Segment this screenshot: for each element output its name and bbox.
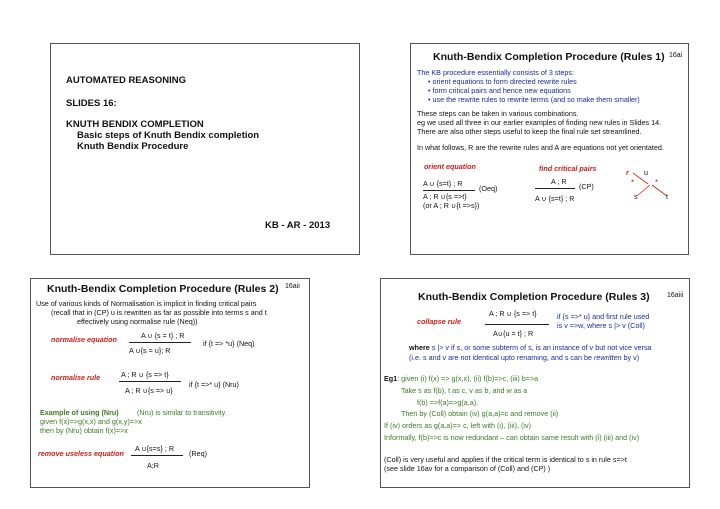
topic-title: KNUTH BENDIX COMPLETION [66,119,204,130]
rule-condition: if {t => *u} (Neq) [203,339,255,348]
rule-label-remove-useless: remove useless equation [38,449,124,458]
where-text: (i.e. s and v are not identical upto renaming, and s can be [409,353,594,362]
rule-name: (Oeq) [479,184,498,193]
example-line: If (iv) orders as g(a,a)=> c, left with (i), (iii), (iv) [384,421,531,430]
paragraph: eg we used all three in our earlier examples of finding new rules in Slides 14. [417,118,662,127]
rule-line [129,342,191,343]
paragraph: (recall that in (CP) u is rewritten as far as possible into terms s and t [51,308,267,317]
rule-premise: A ; R [551,177,567,186]
slides-number: SLIDES 16: [66,98,117,109]
where-line-2 [409,353,639,362]
rule-line [423,190,475,191]
rule-condition: if {s =>* u} and first rule used [557,312,650,321]
paragraph: In what follows, R are the rewrite rules and A are equations not yet orientated. [417,143,664,152]
rule-premise: A ; R ∪ {s => t} [489,309,537,318]
rule-name: (Req) [189,449,207,458]
rule-conclusion: A ∪ {s=t} ; R [535,194,575,203]
where-italic: rewritten [594,353,622,362]
rule-premise: A ∪{s=s} ; R [135,444,175,453]
example-line: Informally, f(b)=>c is now redundant – can obtain same result with (i) (iii) and (iv) [384,433,640,442]
slide-rules-3 [380,278,690,488]
footer-label: KB - AR - 2013 [265,220,331,231]
where-text: s |> v if s, or some subterm of s, is an instance of v but not vice versa [429,343,652,352]
rule-conclusion: A ; R ∪{s => u} [125,386,173,395]
slide-number: 16aiii [667,292,684,299]
paragraph: There are also other steps useful to keep the final rule set streamlined. [417,127,642,136]
example-line [384,374,538,383]
slide-title: Knuth-Bendix Completion Procedure (Rules 1) [433,51,665,63]
rule-condition: is v =>w, where s |> v (Coll) [557,321,645,330]
diagram-star: * [631,179,634,186]
footnote: (see slide 16av for a comparison of (Coll) and (CP) ) [384,464,551,473]
diagram-label-u: u [644,168,648,177]
rule-conclusion-alt: (or A ; R ∪{t =>s}) [423,201,480,210]
bullet-item: • orient equations to form directed rewrite rules [428,77,577,86]
rule-label-collapse: collapse rule [417,317,461,326]
diagram-star: * [655,179,658,186]
example-line: Then by (Coll) obtain (iv) g(a,a)=c and remove (ii) [401,409,559,418]
example-keyword: Eg1 [384,374,398,383]
rule-condition: if {t =>* u} (Nru) [189,380,239,389]
rule-label-cp: find critical pairs [539,164,597,173]
where-text-end: by v) [621,353,640,362]
rule-premise: A ∪ {s = t} ; R [141,331,185,340]
slide-title: Knuth-Bendix Completion Procedure (Rules 2) [47,283,279,295]
example-line: given f(x)=>g(x,x) and g(x,y)=>x [40,417,142,426]
slide-number: 16aii [285,283,300,290]
topic-subtitle-1: Basic steps of Knuth Bendix completion [77,130,260,141]
rule-line [485,324,549,325]
rule-label-orient: orient equation [424,162,476,171]
example-note: (Nru) is similar to transitivity. [137,408,227,417]
paragraph: effectively using normalise rule (Neq)) [77,317,198,326]
where-keyword: where [409,343,430,352]
example-line: f(b) =>f(a)=>g(a,a). [417,398,479,407]
diagram-label-r: r [626,168,629,177]
rule-conclusion: A ∪{s = u}; R [129,346,171,355]
example-line: then by (Nru) obtain f(x)=>x [40,426,128,435]
rule-name: (CP) [579,182,594,191]
slide-rules-1 [410,43,689,255]
where-line-1 [409,343,652,352]
slide-title: Knuth-Bendix Completion Procedure (Rules 3) [418,291,650,303]
intro-text: The KB procedure essentially consists of 3 steps: [417,68,575,77]
course-title: AUTOMATED REASONING [66,75,186,86]
topic-subtitle-2: Knuth Bendix Procedure [77,141,189,152]
bullet-item: • form critical pairs and hence new equations [428,86,571,95]
bullet-item: • use the rewrite rules to rewrite terms (and so make them smaller) [428,95,640,104]
rule-premise: A ; R ∪ {s => t} [121,370,169,379]
slide-title [50,43,360,255]
rule-line [535,188,575,189]
rule-label-normalise-eq: normalise equation [51,335,117,344]
slide-number: 16ai [669,52,683,59]
rule-conclusion: A∪{u = t} ; R [493,329,534,338]
rule-conclusion: A ; R ∪{s =>t} [423,192,467,201]
rule-conclusion: A;R [147,461,159,470]
rule-label-normalise-rule: normalise rule [51,373,101,382]
example-label: Example of using (Nru) [40,408,119,417]
paragraph: These steps can be taken in various combinations. [417,109,579,118]
diagram-label-t: t [666,192,668,201]
paragraph: Use of various kinds of Normalisation is implicit in finding critical pairs [36,299,257,308]
rule-premise: A ∪ {s=t} ; R [423,179,463,188]
rule-line [119,381,181,382]
slide-rules-2 [30,278,310,488]
example-text: : given (i) f(x) => g(x,x), (ii) f(b)=>c, (iii) b=>a [397,374,539,383]
rule-line [131,455,183,456]
footnote: (Coll) is very useful and applies if the critical term is identical to s in rule s=>t [384,455,627,464]
diagram-label-s: s [634,192,638,201]
example-line: Take s as f(b), t as c, v as b, and w as a [401,386,528,395]
